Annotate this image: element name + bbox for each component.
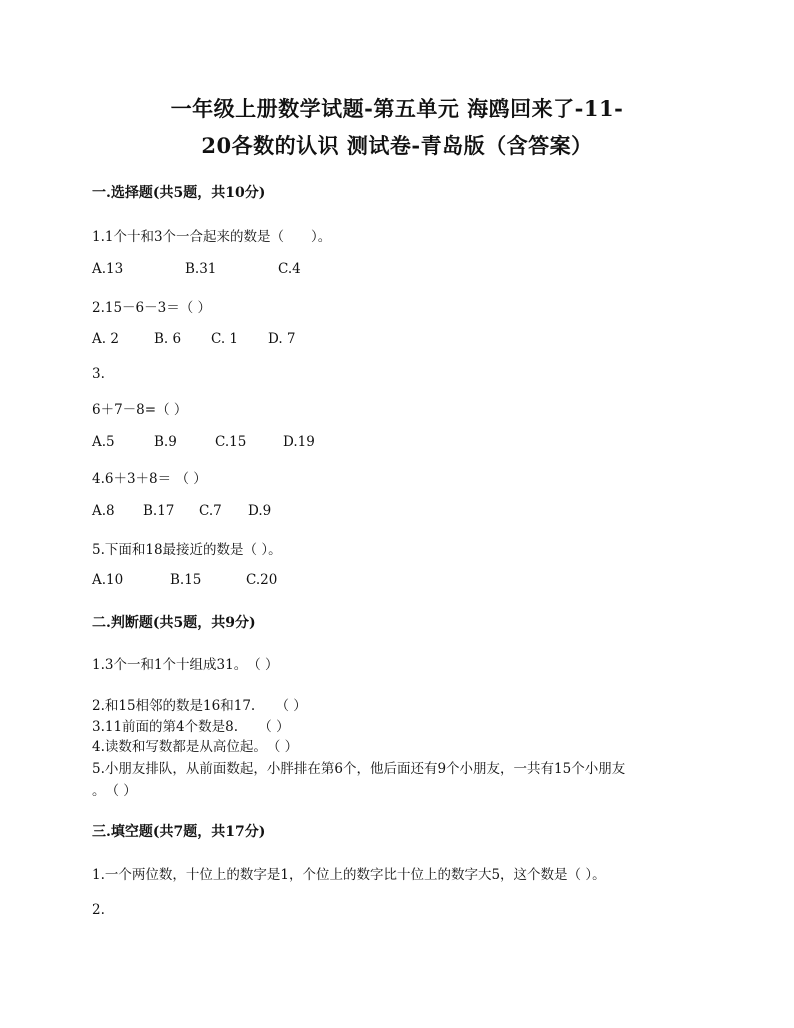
section-heading-judgment: 二.判断题(共5题，共9分) — [92, 615, 256, 631]
question-text: 4.6＋3＋8＝ （ ） — [92, 471, 207, 487]
question-text: 2.和15相邻的数是16和17. （ ） — [92, 698, 307, 714]
question-number: 3. — [92, 366, 105, 382]
answer-options — [92, 572, 277, 588]
question-text: 5.小朋友排队，从前面数起，小胖排在第6个，他后面还有9个小朋友，一共有15个小朋友 — [92, 761, 626, 777]
section-heading-fill-in: 三.填空题(共7题，共17分) — [92, 824, 266, 840]
question-text: 6＋7－8=（ ） — [92, 402, 188, 418]
option-c: C.4 — [278, 261, 301, 277]
option-a: A.13 — [92, 261, 124, 277]
question-text: 5.下面和18最接近的数是（ ）。 — [92, 542, 282, 558]
answer-options — [92, 434, 315, 450]
option-b: B.9 — [154, 434, 177, 450]
question-number: 2. — [92, 902, 105, 918]
option-b: B. 6 — [154, 331, 182, 347]
option-d: D.19 — [283, 434, 315, 450]
option-c: C.7 — [199, 503, 222, 519]
question-text-continued: 。 （ ） — [92, 783, 137, 799]
question-text: 4.读数和写数都是从高位起。 （ ） — [92, 739, 299, 755]
option-c: C.20 — [246, 572, 278, 588]
option-d: D.9 — [248, 503, 272, 519]
answer-options — [92, 261, 301, 277]
option-a: A.5 — [92, 434, 115, 450]
option-d: D. 7 — [268, 331, 296, 347]
question-text: 1.1个十和3个一合起来的数是（ ）。 — [92, 229, 332, 245]
option-b: B.15 — [170, 572, 202, 588]
option-c: C.15 — [215, 434, 247, 450]
document-title-line-2: 20各数的认识 测试卷-青岛版（含答案） — [201, 133, 593, 158]
answer-options — [92, 331, 296, 347]
section-heading-choice: 一.选择题(共5题，共10分) — [92, 185, 266, 201]
option-a: A. 2 — [92, 331, 119, 347]
option-b: B.31 — [185, 261, 217, 277]
question-text: 3.11前面的第4个数是8. （ ） — [92, 719, 290, 735]
option-b: B.17 — [143, 503, 175, 519]
question-text: 2.15－6－3＝（ ） — [92, 300, 212, 316]
document-title-line-1: 一年级上册数学试题-第五单元 海鸥回来了-11- — [170, 96, 624, 121]
question-text: 1.一个两位数，十位上的数字是1，个位上的数字比十位上的数字大5，这个数是（ ）。 — [92, 867, 606, 883]
option-a: A.10 — [92, 572, 124, 588]
question-text: 1.3个一和1个十组成31。 （ ） — [92, 657, 279, 673]
option-c: C. 1 — [211, 331, 239, 347]
answer-options — [92, 503, 271, 519]
option-a: A.8 — [92, 503, 115, 519]
